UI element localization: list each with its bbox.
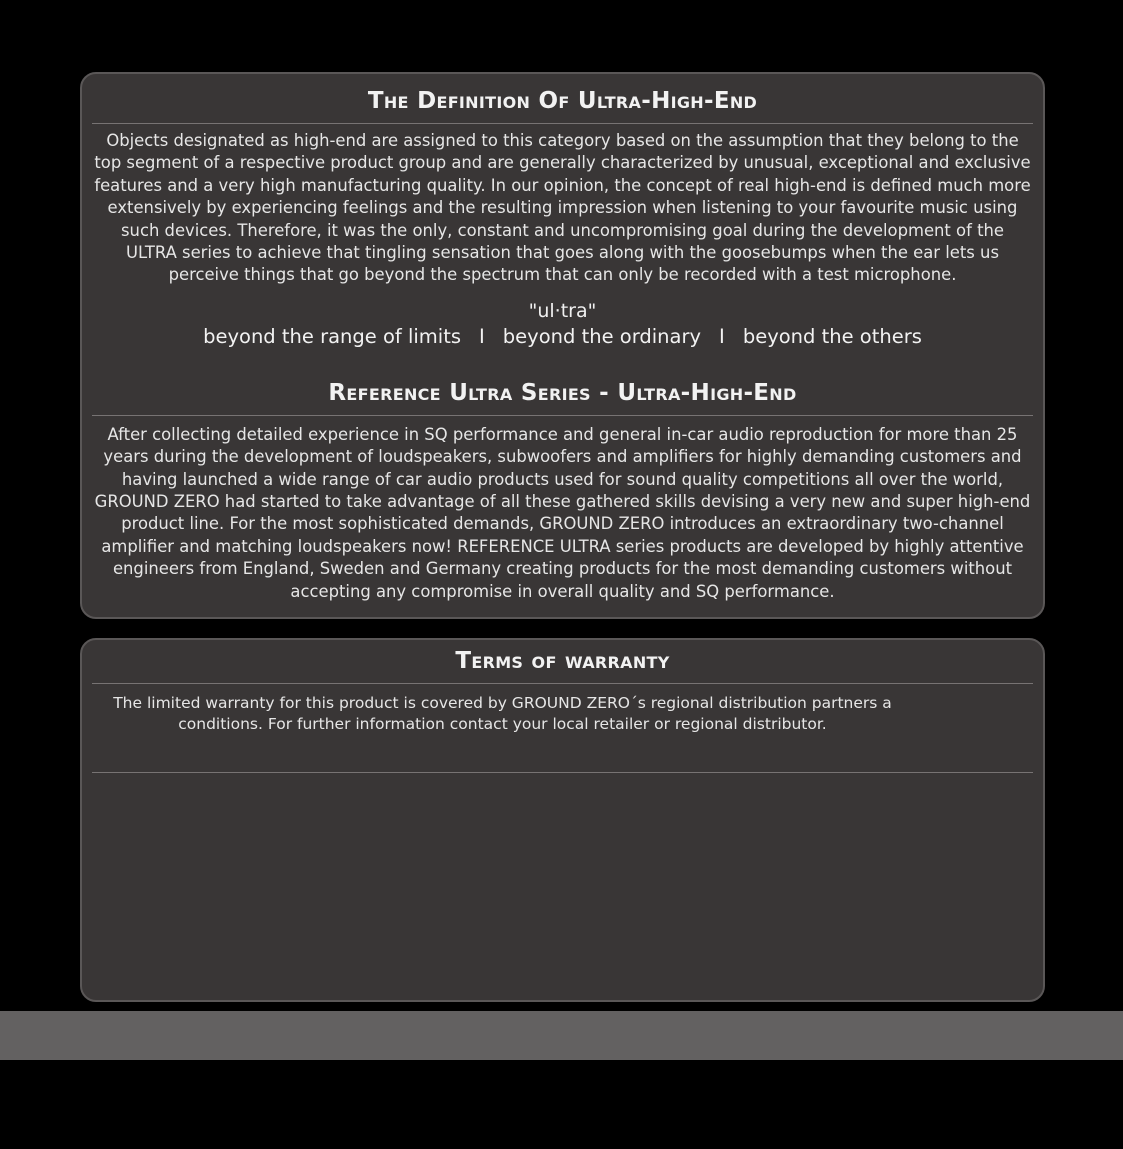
ultra-word: "ul·tra" xyxy=(528,299,597,322)
divider xyxy=(92,772,1033,773)
divider xyxy=(92,683,1033,684)
ultra-tagline xyxy=(82,323,1043,351)
reference-heading: Reference Ultra Series - Ultra-High-End xyxy=(328,379,797,406)
footer-band xyxy=(0,1011,1123,1060)
tagline-item-ordinary: beyond the ordinary xyxy=(502,324,702,348)
tagline-item-others: beyond the others xyxy=(742,324,922,348)
definition-paragraph: Objects designated as high-end are assigned to this category based on the assumption that they belong to the top segment of a respective product group and are generally characterized by unusual, exceptional and exclusive features and a very high manufacturing quality. In our opinion, the concept of real high-end is defined much more extensively by experiencing feelings and the resulting impression when listening to your favourite music using such devices. Therefore, it was the only, constant and uncompromising goal during the development of the ULTRA series to achieve that tingling sensation that goes along with the goosebumps when the ear lets us perceive things that go beyond the spectrum that can only be recorded with a test microphone. xyxy=(94,131,1031,285)
warranty-paragraph: The limited warranty for this product is covered by GROUND ZERO´s regional distribution partners a conditions. For further information contact your local retailer or regional distributor. xyxy=(113,694,892,733)
divider xyxy=(92,123,1033,124)
warranty-panel xyxy=(80,638,1045,1002)
tagline-separator: I xyxy=(479,324,485,348)
reference-paragraph: After collecting detailed experience in SQ performance and general in-car audio reproduction for more than 25 years during the development of loudspeakers, subwoofers and amplifiers for highly demanding customers and having launched a wide range of car audio products used for sound quality competitions all over the world, GROUND ZERO had started to take advantage of all these gathered skills devising a very new and super high-end product line. For the most sophisticated demands, GROUND ZERO introduces an extraordinary two-channel amplifier and matching loudspeakers now! REFERENCE ULTRA series products are developed by highly attentive engineers from England, Sweden and Germany creating products for the most demanding customers without accepting any compromise in overall quality and SQ performance. xyxy=(94,424,1031,601)
tagline-item-limits: beyond the range of limits xyxy=(203,324,462,348)
definition-panel xyxy=(80,72,1045,619)
warranty-heading: Terms of warranty xyxy=(455,648,670,674)
tagline-separator: I xyxy=(719,324,725,348)
definition-heading: The Definition Of Ultra-High-End xyxy=(367,88,758,114)
divider xyxy=(92,415,1033,416)
